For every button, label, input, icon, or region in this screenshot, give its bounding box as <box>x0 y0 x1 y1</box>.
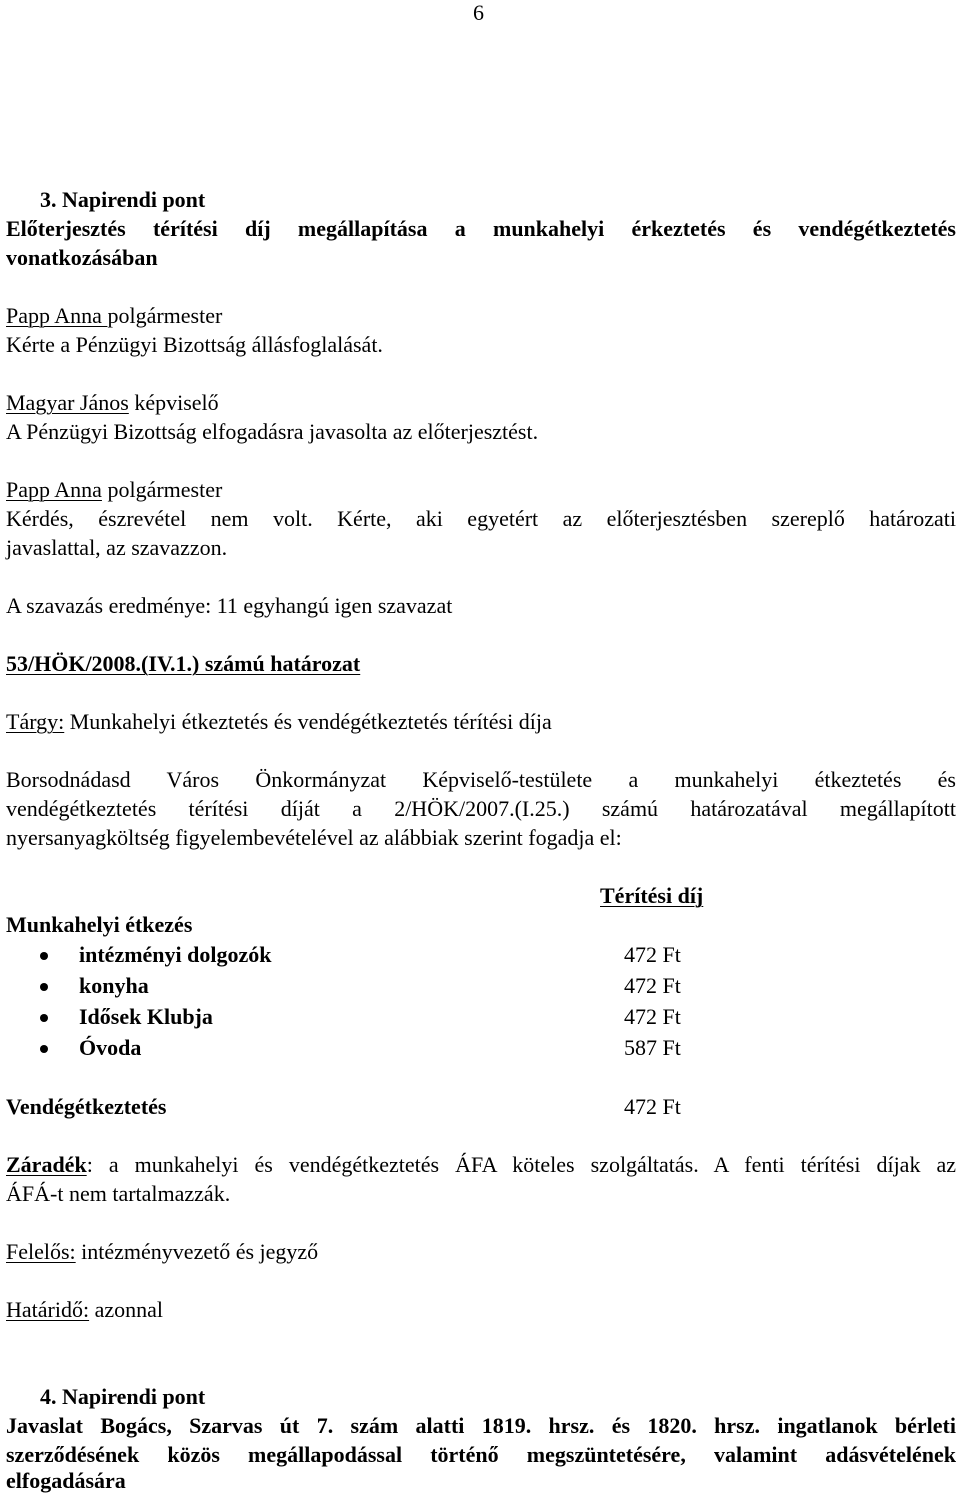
clause-line1 <box>6 1150 956 1179</box>
agenda-item-4-title-line2: szerződésének közös megállapodással történő megszüntetésére, valamint adásvételének <box>6 1442 956 1467</box>
resolution-number: 53/HÖK/2008.(IV.1.) számú határozat <box>6 651 361 676</box>
subject-text: Munkahelyi étkeztetés és vendégétkeztetés térítési díja <box>64 709 552 734</box>
resolution-body-line1: Borsodnádasd Város Önkormányzat Képviselő-testülete a munkahelyi étkeztetés és <box>6 767 956 792</box>
speaker-role: képviselő <box>128 390 219 415</box>
statement-2-text: A Pénzügyi Bizottság elfogadásra javasolta az előterjesztést. <box>6 419 539 444</box>
statement-2-header <box>6 388 219 417</box>
statement-3-text-line1: Kérdés, észrevétel nem volt. Kérte, aki egyetért az előterjesztésben szereplő határozati <box>6 506 956 531</box>
fee-row-label: konyha <box>79 973 149 998</box>
clause-text: : a munkahelyi és vendégétkeztetés ÁFA köteles szolgáltatás. A fenti térítési díjak az <box>86 1152 956 1177</box>
bullet-icon <box>40 1045 48 1053</box>
guest-meal-label: Vendégétkeztetés <box>6 1094 167 1119</box>
resolution-body-line3: nyersanyagköltség figyelembevételével az alábbiak szerint fogadja el: <box>6 825 622 850</box>
clause-line2: ÁFÁ-t nem tartalmazzák. <box>6 1181 231 1206</box>
fee-row-value: 472 Ft <box>624 973 681 998</box>
deadline <box>6 1295 163 1324</box>
statement-1-header <box>6 301 222 330</box>
deadline-label: Határidő: <box>6 1297 90 1322</box>
agenda-item-3-heading: 3. Napirendi pont <box>40 187 206 212</box>
statement-3-header <box>6 475 222 504</box>
speaker-role: polgármester <box>101 477 223 502</box>
speaker-name: Papp Anna <box>6 477 102 502</box>
responsible-label: Felelős: <box>6 1239 76 1264</box>
speaker-role: polgármester <box>107 303 223 328</box>
bullet-icon <box>40 1014 48 1022</box>
fee-row-value: 587 Ft <box>624 1035 681 1060</box>
agenda-item-4-title-line3: elfogadására <box>6 1468 126 1493</box>
fee-group-label: Munkahelyi étkezés <box>6 912 193 937</box>
bullet-icon <box>40 983 48 991</box>
clause-label: Záradék <box>6 1152 87 1177</box>
fee-row-value: 472 Ft <box>624 942 681 967</box>
resolution-subject <box>6 707 552 736</box>
deadline-text: azonnal <box>89 1297 163 1322</box>
agenda-item-4-title-line1: Javaslat Bogács, Szarvas út 7. szám alatti 1819. hrsz. és 1820. hrsz. ingatlanok bérleti <box>6 1413 956 1438</box>
fee-row-label: intézményi dolgozók <box>79 942 272 967</box>
page-number: 6 <box>473 0 484 25</box>
agenda-item-3-title-line2: vonatkozásában <box>6 245 158 270</box>
agenda-item-3-title-line1: Előterjesztés térítési díj megállapítása a munkahelyi érkeztetés és vendégétkeztetés <box>6 216 956 241</box>
fee-row-value: 472 Ft <box>624 1004 681 1029</box>
fee-row-label: Óvoda <box>79 1035 142 1060</box>
speaker-name: Papp Anna <box>6 303 108 328</box>
guest-meal-fee: 472 Ft <box>624 1094 681 1119</box>
fee-column-header: Térítési díj <box>600 883 704 908</box>
responsible-text: intézményvezető és jegyző <box>75 1239 319 1264</box>
speaker-name: Magyar János <box>6 390 129 415</box>
statement-1-text: Kérte a Pénzügyi Bizottság állásfoglalását. <box>6 332 383 357</box>
responsible <box>6 1237 318 1266</box>
resolution-body-line2: vendégétkeztetés térítési díját a 2/HÖK/2007.(I.25.) számú határozatával megállapított <box>6 796 956 821</box>
agenda-item-4-heading: 4. Napirendi pont <box>40 1384 206 1409</box>
subject-label: Tárgy: <box>6 709 65 734</box>
bullet-icon <box>40 952 48 960</box>
statement-3-text-line2: javaslattal, az szavazzon. <box>6 535 228 560</box>
vote-result: A szavazás eredménye: 11 egyhangú igen szavazat <box>6 593 453 618</box>
fee-row-label: Idősek Klubja <box>79 1004 213 1029</box>
